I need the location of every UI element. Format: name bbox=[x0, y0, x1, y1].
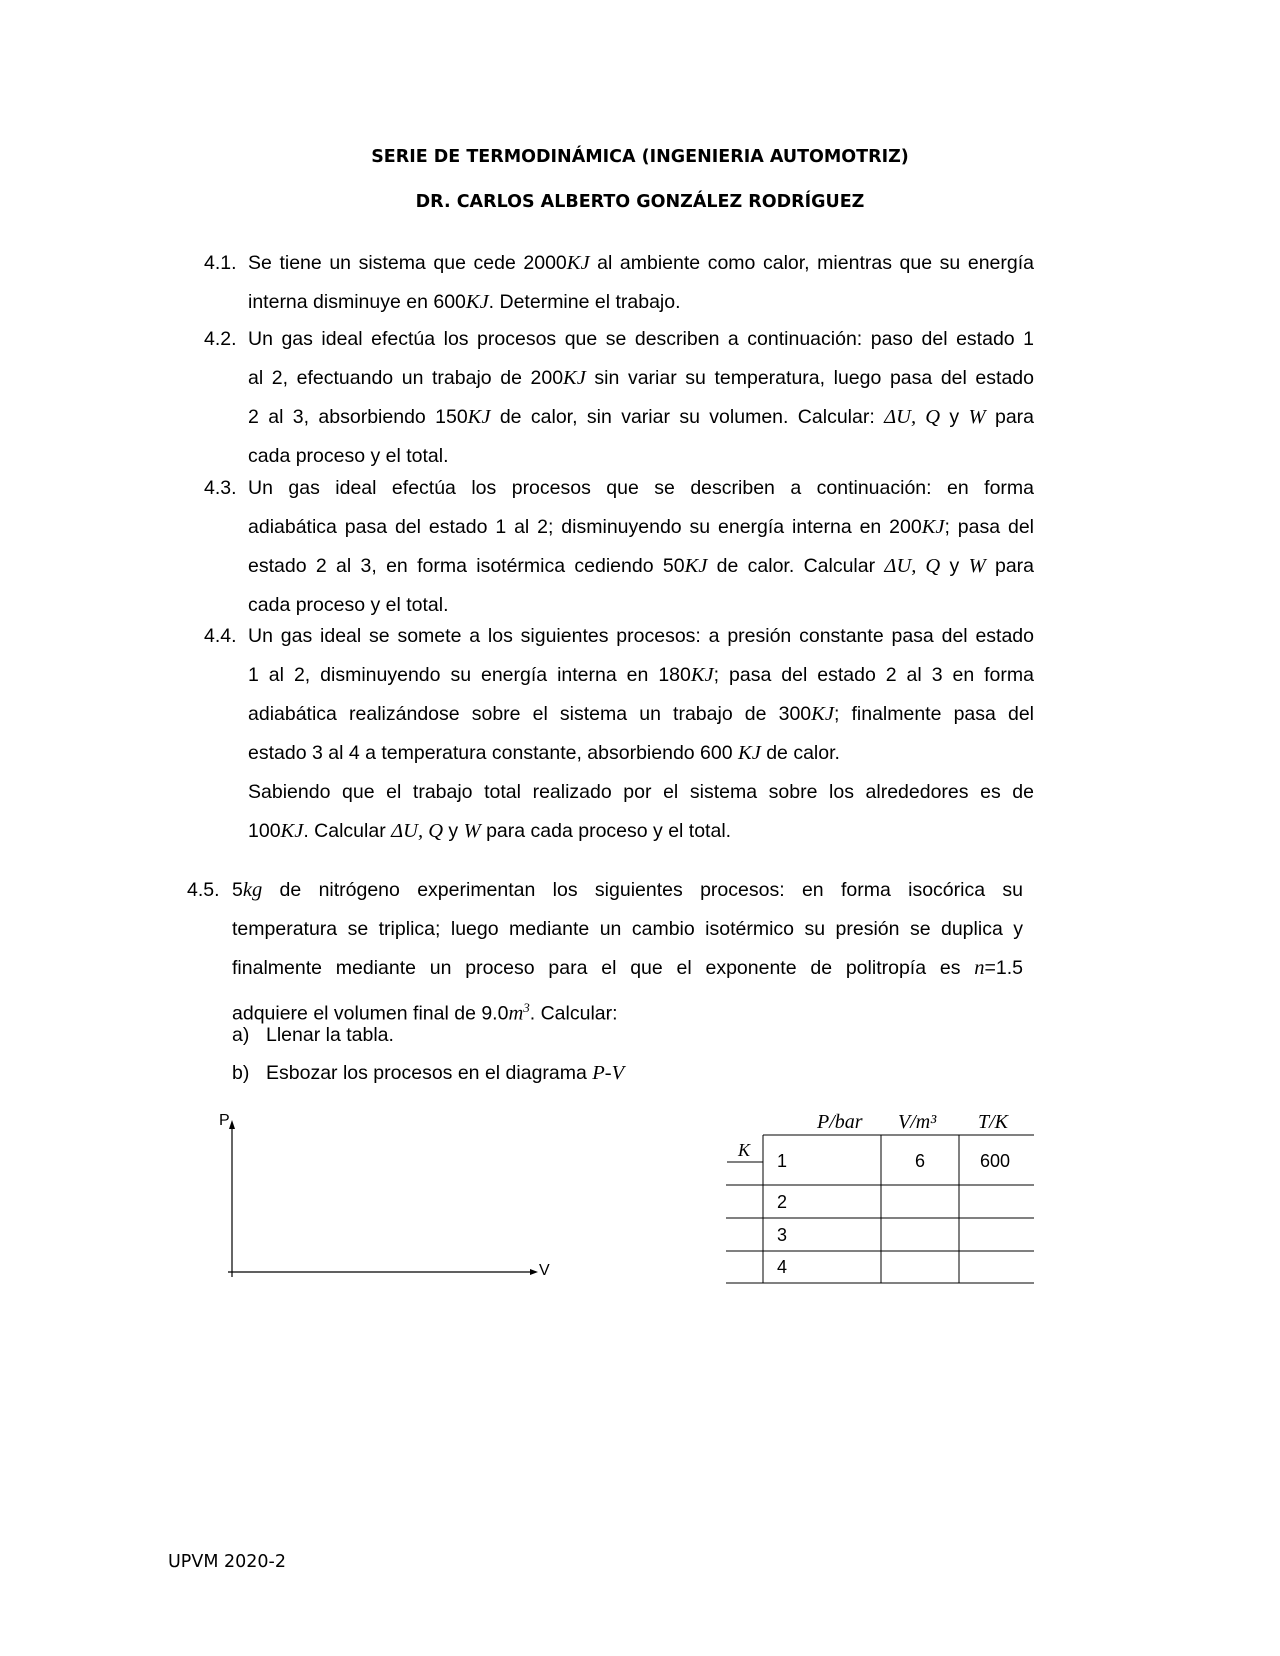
problem-line: finalmente mediante un proceso para el que el exponente de politropía es n=1.5 bbox=[232, 957, 1023, 979]
problem-line: adiabática realizándose sobre el sistema un trabajo de 300KJ; finalmente pasa del bbox=[248, 703, 1035, 725]
footer-text: UPVM 2020-2 bbox=[168, 1552, 286, 1572]
problem-line: 2 al 3, absorbiendo 150KJ de calor, sin variar su volumen. Calcular: ΔU, Q y W para bbox=[248, 406, 1035, 428]
subitem-label: b) bbox=[232, 1062, 250, 1084]
problem-line: 100KJ. Calcular ΔU, Q y W para cada proceso y el total. bbox=[248, 820, 732, 842]
subitem-label: a) bbox=[232, 1024, 250, 1046]
x-axis-label: V bbox=[539, 1262, 550, 1279]
document-title: SERIE DE TERMODINÁMICA (INGENIERIA AUTOMOTRIZ) bbox=[371, 147, 909, 167]
problem-line: Un gas ideal se somete a los siguientes procesos: a presión constante pasa del estado bbox=[248, 625, 1034, 647]
problem-line: estado 2 al 3, en forma isotérmica cediendo 50KJ de calor. Calcular ΔU, Q y W para bbox=[248, 555, 1035, 577]
problem-line: temperatura se triplica; luego mediante un cambio isotérmico su presión se duplica y bbox=[232, 918, 1023, 940]
problem-number: 4.3. bbox=[204, 477, 237, 499]
problem-line: Se tiene un sistema que cede 2000KJ al ambiente como calor, mientras que su energía bbox=[248, 252, 1034, 274]
problem-line: cada proceso y el total. bbox=[248, 594, 449, 616]
problem-line: adiabática pasa del estado 1 al 2; disminuyendo su energía interna en 200KJ; pasa del bbox=[248, 516, 1035, 538]
problem-number: 4.2. bbox=[204, 328, 237, 350]
table-header-volume: V/m³ bbox=[898, 1111, 937, 1133]
volume-cell: 6 bbox=[914, 1151, 925, 1171]
y-axis-label: P bbox=[219, 1112, 230, 1129]
document-author: DR. CARLOS ALBERTO GONZÁLEZ RODRÍGUEZ bbox=[415, 192, 865, 212]
state-cell: 1 bbox=[777, 1151, 788, 1171]
state-cell: 4 bbox=[777, 1257, 788, 1277]
problem-line: Un gas ideal efectúa los procesos que se describen a continuación: paso del estado 1 bbox=[248, 328, 1034, 350]
table-header-pressure: P/bar bbox=[817, 1111, 863, 1133]
problem-line: Un gas ideal efectúa los procesos que se describen a continuación: en forma bbox=[248, 477, 1034, 499]
problem-line: Sabiendo que el trabajo total realizado por el sistema sobre los alrededores es de bbox=[248, 781, 1034, 803]
state-cell: 2 bbox=[777, 1192, 788, 1212]
problem-line: estado 3 al 4 a temperatura constante, absorbiendo 600 KJ de calor. bbox=[248, 742, 840, 764]
problem-line: al 2, efectuando un trabajo de 200KJ sin variar su temperatura, luego pasa del estado bbox=[248, 367, 1034, 389]
problem-line: 1 al 2, disminuyendo su energía interna en 180KJ; pasa del estado 2 al 3 en forma bbox=[248, 664, 1034, 686]
subitem-text: Esbozar los procesos en el diagrama P-V bbox=[266, 1062, 625, 1084]
problem-line: interna disminuye en 600KJ. Determine el trabajo. bbox=[248, 291, 681, 313]
problem-line: cada proceso y el total. bbox=[248, 445, 449, 467]
problem-line: adquiere el volumen final de $9.0m^3$. Calcular: bbox=[232, 1000, 618, 1025]
subitem-text: Llenar la tabla. bbox=[266, 1024, 394, 1046]
problem-number: 4.5. bbox=[187, 879, 220, 901]
table-header-temperature: T/K bbox=[978, 1111, 1009, 1133]
problem-number: 4.1. bbox=[204, 252, 237, 274]
state-cell: 3 bbox=[777, 1225, 788, 1245]
problem-number: 4.4. bbox=[204, 625, 237, 647]
table-corner-label: K bbox=[738, 1140, 751, 1160]
problem-line: 5kg de nitrógeno experimentan los siguientes procesos: en forma isocórica su bbox=[232, 879, 1023, 901]
temperature-cell: 600 bbox=[980, 1151, 1011, 1171]
